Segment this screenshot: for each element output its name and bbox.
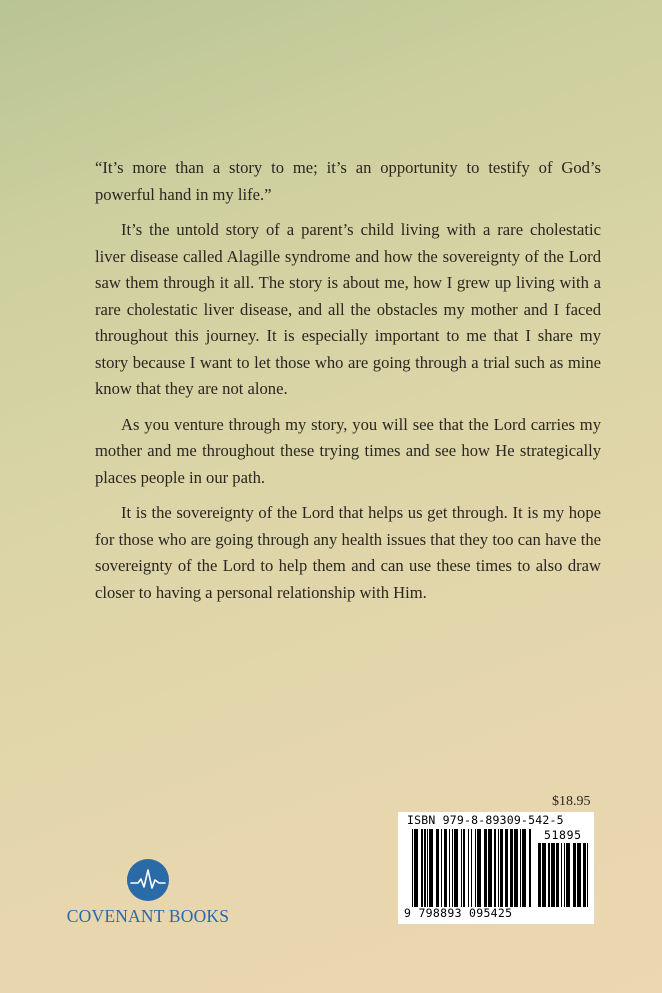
barcode-bar [484,829,487,907]
barcode-bar [427,829,428,907]
barcode-bar [520,829,521,907]
barcode-bar [477,829,481,907]
barcode-bar [414,829,418,907]
barcode-bar [488,829,492,907]
barcode-bar [500,829,503,907]
barcode-bar [475,829,476,907]
barcode-bar [548,843,550,907]
blurb-paragraph: As you venture through my story, you will see that the Lord carries my mother and me throughout these trying times and see how He strategically places people in our path. [95,414,601,487]
barcode-bar [577,843,581,907]
barcode-bar [514,829,518,907]
barcode-bar [449,829,450,907]
publisher-name: COVENANT BOOKS [66,906,230,926]
barcode-bar [551,843,555,907]
barcode-bar [542,843,546,907]
barcode-bar [587,843,588,907]
barcode-bar [529,829,531,907]
blurb-quote: “It’s more than a story to me; it’s an opportunity to testify of God’s powerful hand in my life.” [95,158,601,204]
barcode-bar [454,829,458,907]
barcode-bar [498,829,499,907]
barcode-bar [468,829,469,907]
cover-blurb [95,155,601,606]
barcode-bar [583,843,586,907]
price-label: $18.95 [552,794,591,809]
barcode-bar [510,829,513,907]
barcode-bar [441,829,442,907]
barcode-bar [444,829,447,907]
barcode-bar [538,843,541,907]
barcode-bar [556,843,559,907]
barcode-bar [412,829,413,907]
barcode-bar [494,829,496,907]
barcode-addon-bars [538,843,588,907]
barcode-bar [452,829,453,907]
barcode-bar [564,843,565,907]
heartbeat-circle-icon [126,858,170,902]
barcode-addon-digits: 51895 [544,828,582,842]
barcode-bar [505,829,508,907]
barcode-bar [463,829,465,907]
barcode-bar [436,829,439,907]
barcode-bars [412,829,532,907]
barcode-ean-digits: 9 798893 095425 [404,906,513,920]
isbn-number: ISBN 979-8-89309-542-5 [407,813,564,827]
barcode-bar [566,843,570,907]
barcode-bar [424,829,426,907]
blurb-paragraph: It’s the untold story of a parent’s child living with a rare cholestatic liver disease called Alagille syndrome and how the sovereignty of the Lord saw them through it all. The story is about me, how I grew up living with a rare cholestatic liver disease, and all the obstacles my mother and I faced throughout this journey. It is especially important to me that I share my story because I want to let those who are going through a trial such as mine know that they are not alone. [95,220,601,398]
barcode-bar [561,843,562,907]
barcode-bar [522,829,526,907]
barcode-bar [461,829,462,907]
publisher-logo [60,858,236,927]
barcode-bar [429,829,433,907]
isbn-barcode [398,812,594,924]
barcode-bar [471,829,472,907]
barcode-bar [573,843,576,907]
barcode-bar [421,829,423,907]
blurb-paragraph: It is the sovereignty of the Lord that helps us get through. It is my hope for those who are going through any health issues that they too can have the sovereignty of the Lord to help them and can use these times to also draw closer to having a personal relationship with Him. [95,503,601,602]
